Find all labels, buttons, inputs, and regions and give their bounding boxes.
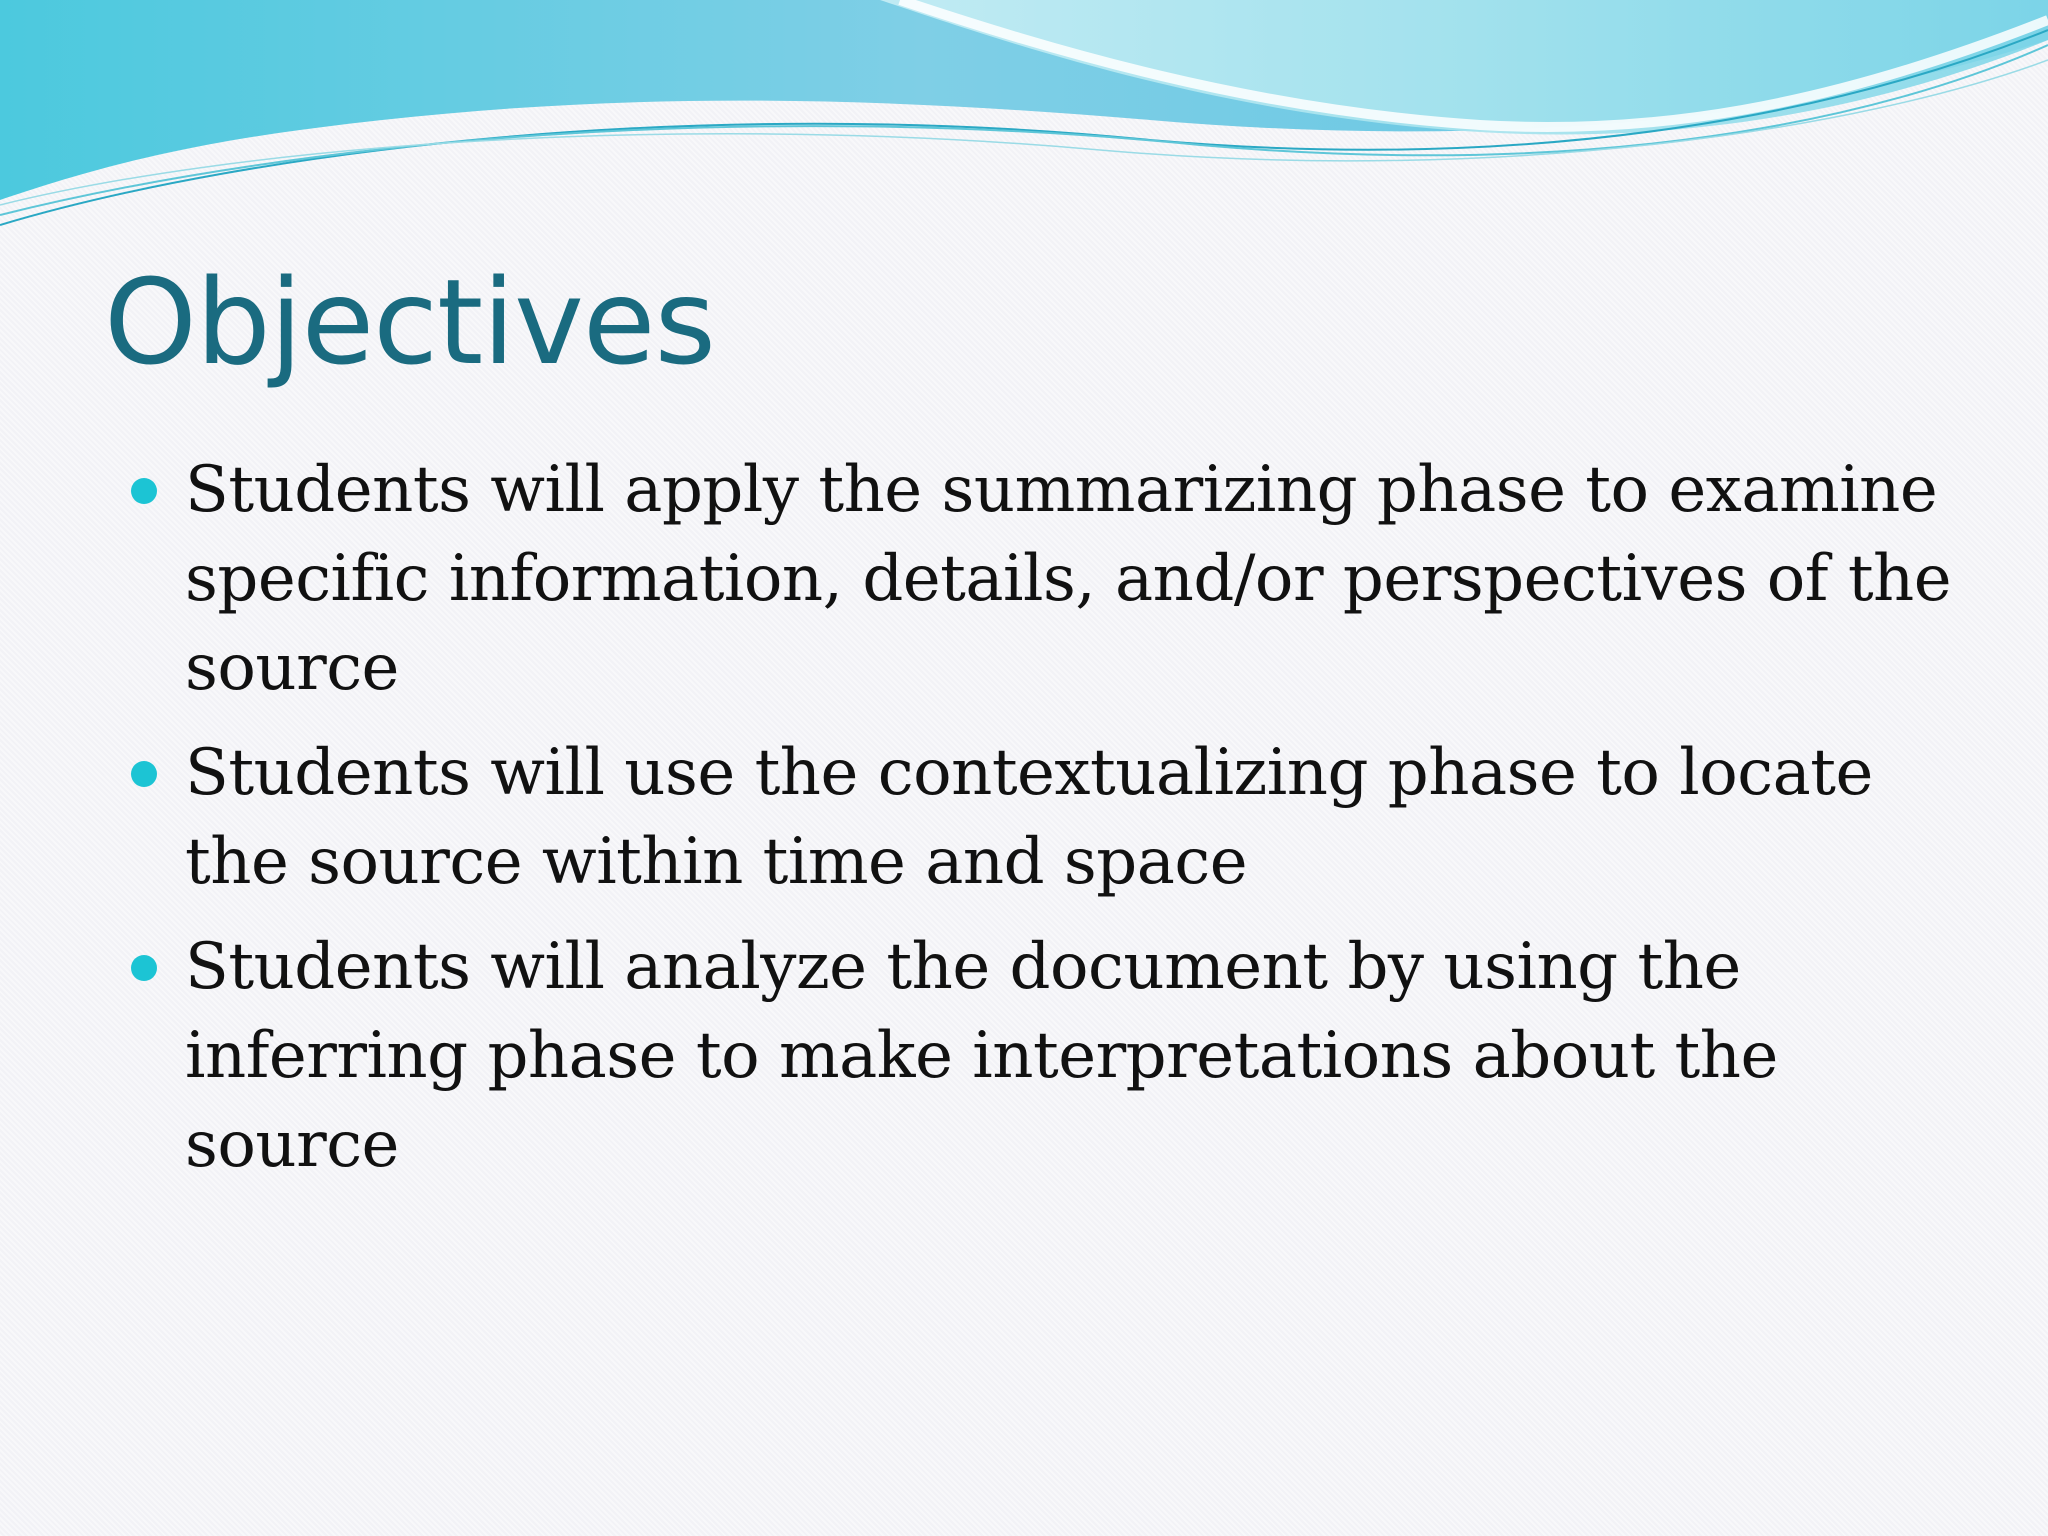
list-item-text: Students will analyze the document by using the inferring phase to make interpretations about the source xyxy=(185,930,1778,1182)
objectives-list xyxy=(126,446,1986,1206)
bullet-dot-icon xyxy=(131,955,157,981)
list-item-text: Students will apply the summarizing phase to examine specific information, details, and/or perspectives of the source xyxy=(185,453,1952,705)
bullet-dot-icon xyxy=(131,761,157,787)
bullet-dot-icon xyxy=(131,478,157,504)
slide-title: Objectives xyxy=(104,253,715,391)
list-item xyxy=(126,923,1986,1190)
list-item-text: Students will use the contextualizing phase to locate the source within time and space xyxy=(185,736,1873,899)
list-item xyxy=(126,446,1986,713)
list-item xyxy=(126,729,1986,907)
header-wave-decoration xyxy=(0,0,2048,240)
